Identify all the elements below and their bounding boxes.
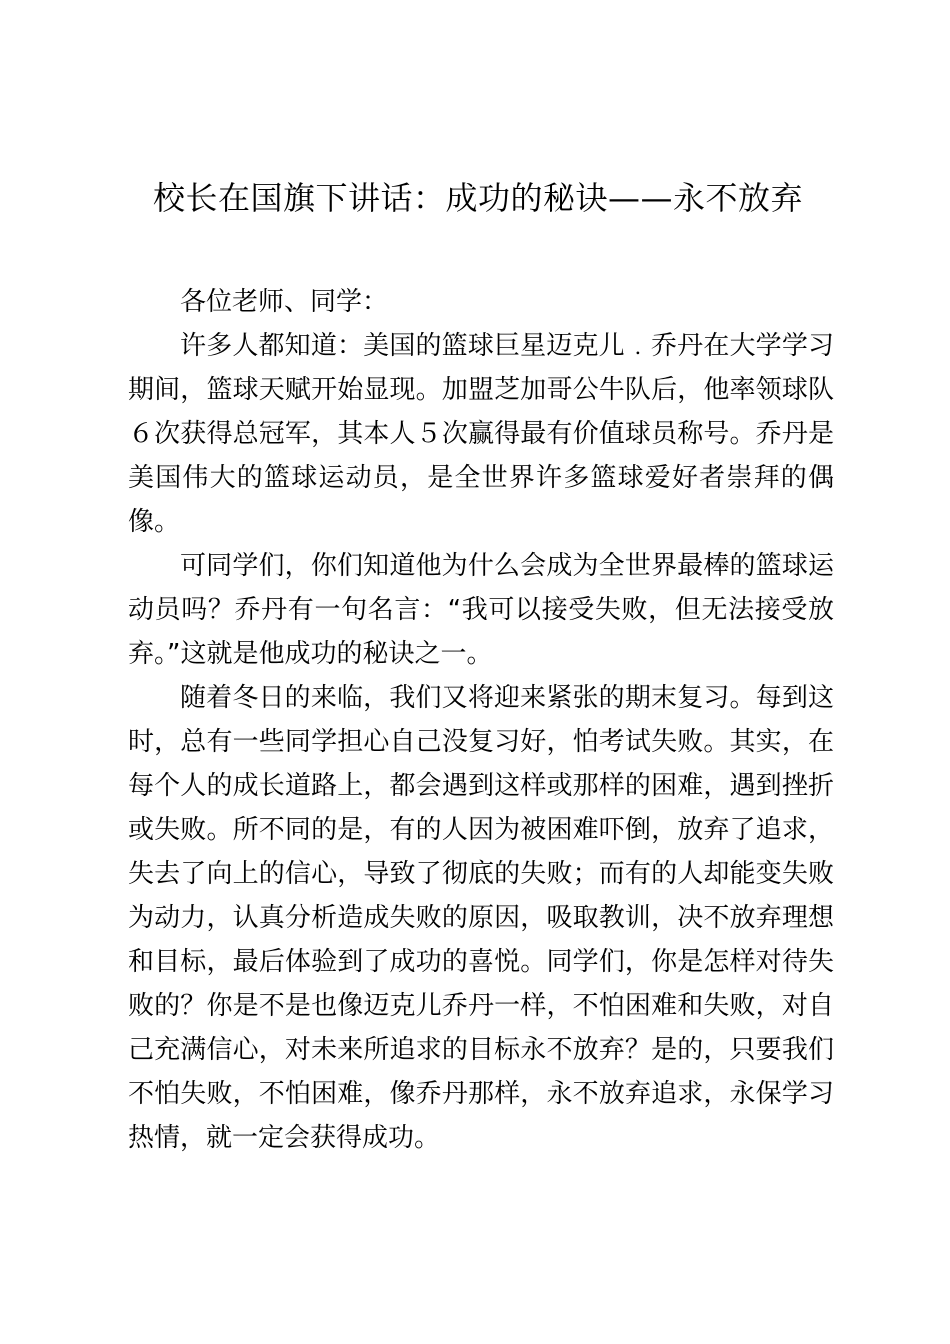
paragraph-2: 可同学们，你们知道他为什么会成为全世界最棒的篮球运动员吗？乔丹有一句名言：“我可以接受失败，但无法接受放弃。”这就是他成功的秘诀之一。 (128, 551, 834, 669)
document-body (128, 280, 834, 1160)
paragraph-1: 许多人都知道：美国的篮球巨星迈克儿﹒乔丹在大学学习期间，篮球天赋开始显现。加盟芝加哥公牛队后，他率领球队６次获得总冠军，其本人５次赢得最有价值球员称号。乔丹是美国伟大的篮球运动员，是全世界许多篮球爱好者崇拜的偶像。 (128, 331, 834, 537)
salutation: 各位老师、同学： (180, 287, 389, 317)
document-title: 校长在国旗下讲话：成功的秘诀——永不放弃 (152, 179, 803, 217)
paragraph-3: 随着冬日的来临，我们又将迎来紧张的期末复习。每到这时，总有一些同学担心自己没复习好，怕考试失败。其实，在每个人的成长道路上，都会遇到这样或那样的困难，遇到挫折或失败。所不同的是，有的人因为被困难吓倒，放弃了追求，失去了向上的信心，导致了彻底的失败；而有的人却能变失败为动力，认真分析造成失败的原因，吸取教训，决不放弃理想和目标，最后体验到了成功的喜悦。同学们，你是怎样对待失败的？你是不是也像迈克儿乔丹一样，不怕困难和失败，对自己充满信心，对未来所追求的目标永不放弃？是的，只要我们不怕失败，不怕困难，像乔丹那样，永不放弃追求，永保学习热情，就一定会获得成功。 (128, 683, 834, 1153)
